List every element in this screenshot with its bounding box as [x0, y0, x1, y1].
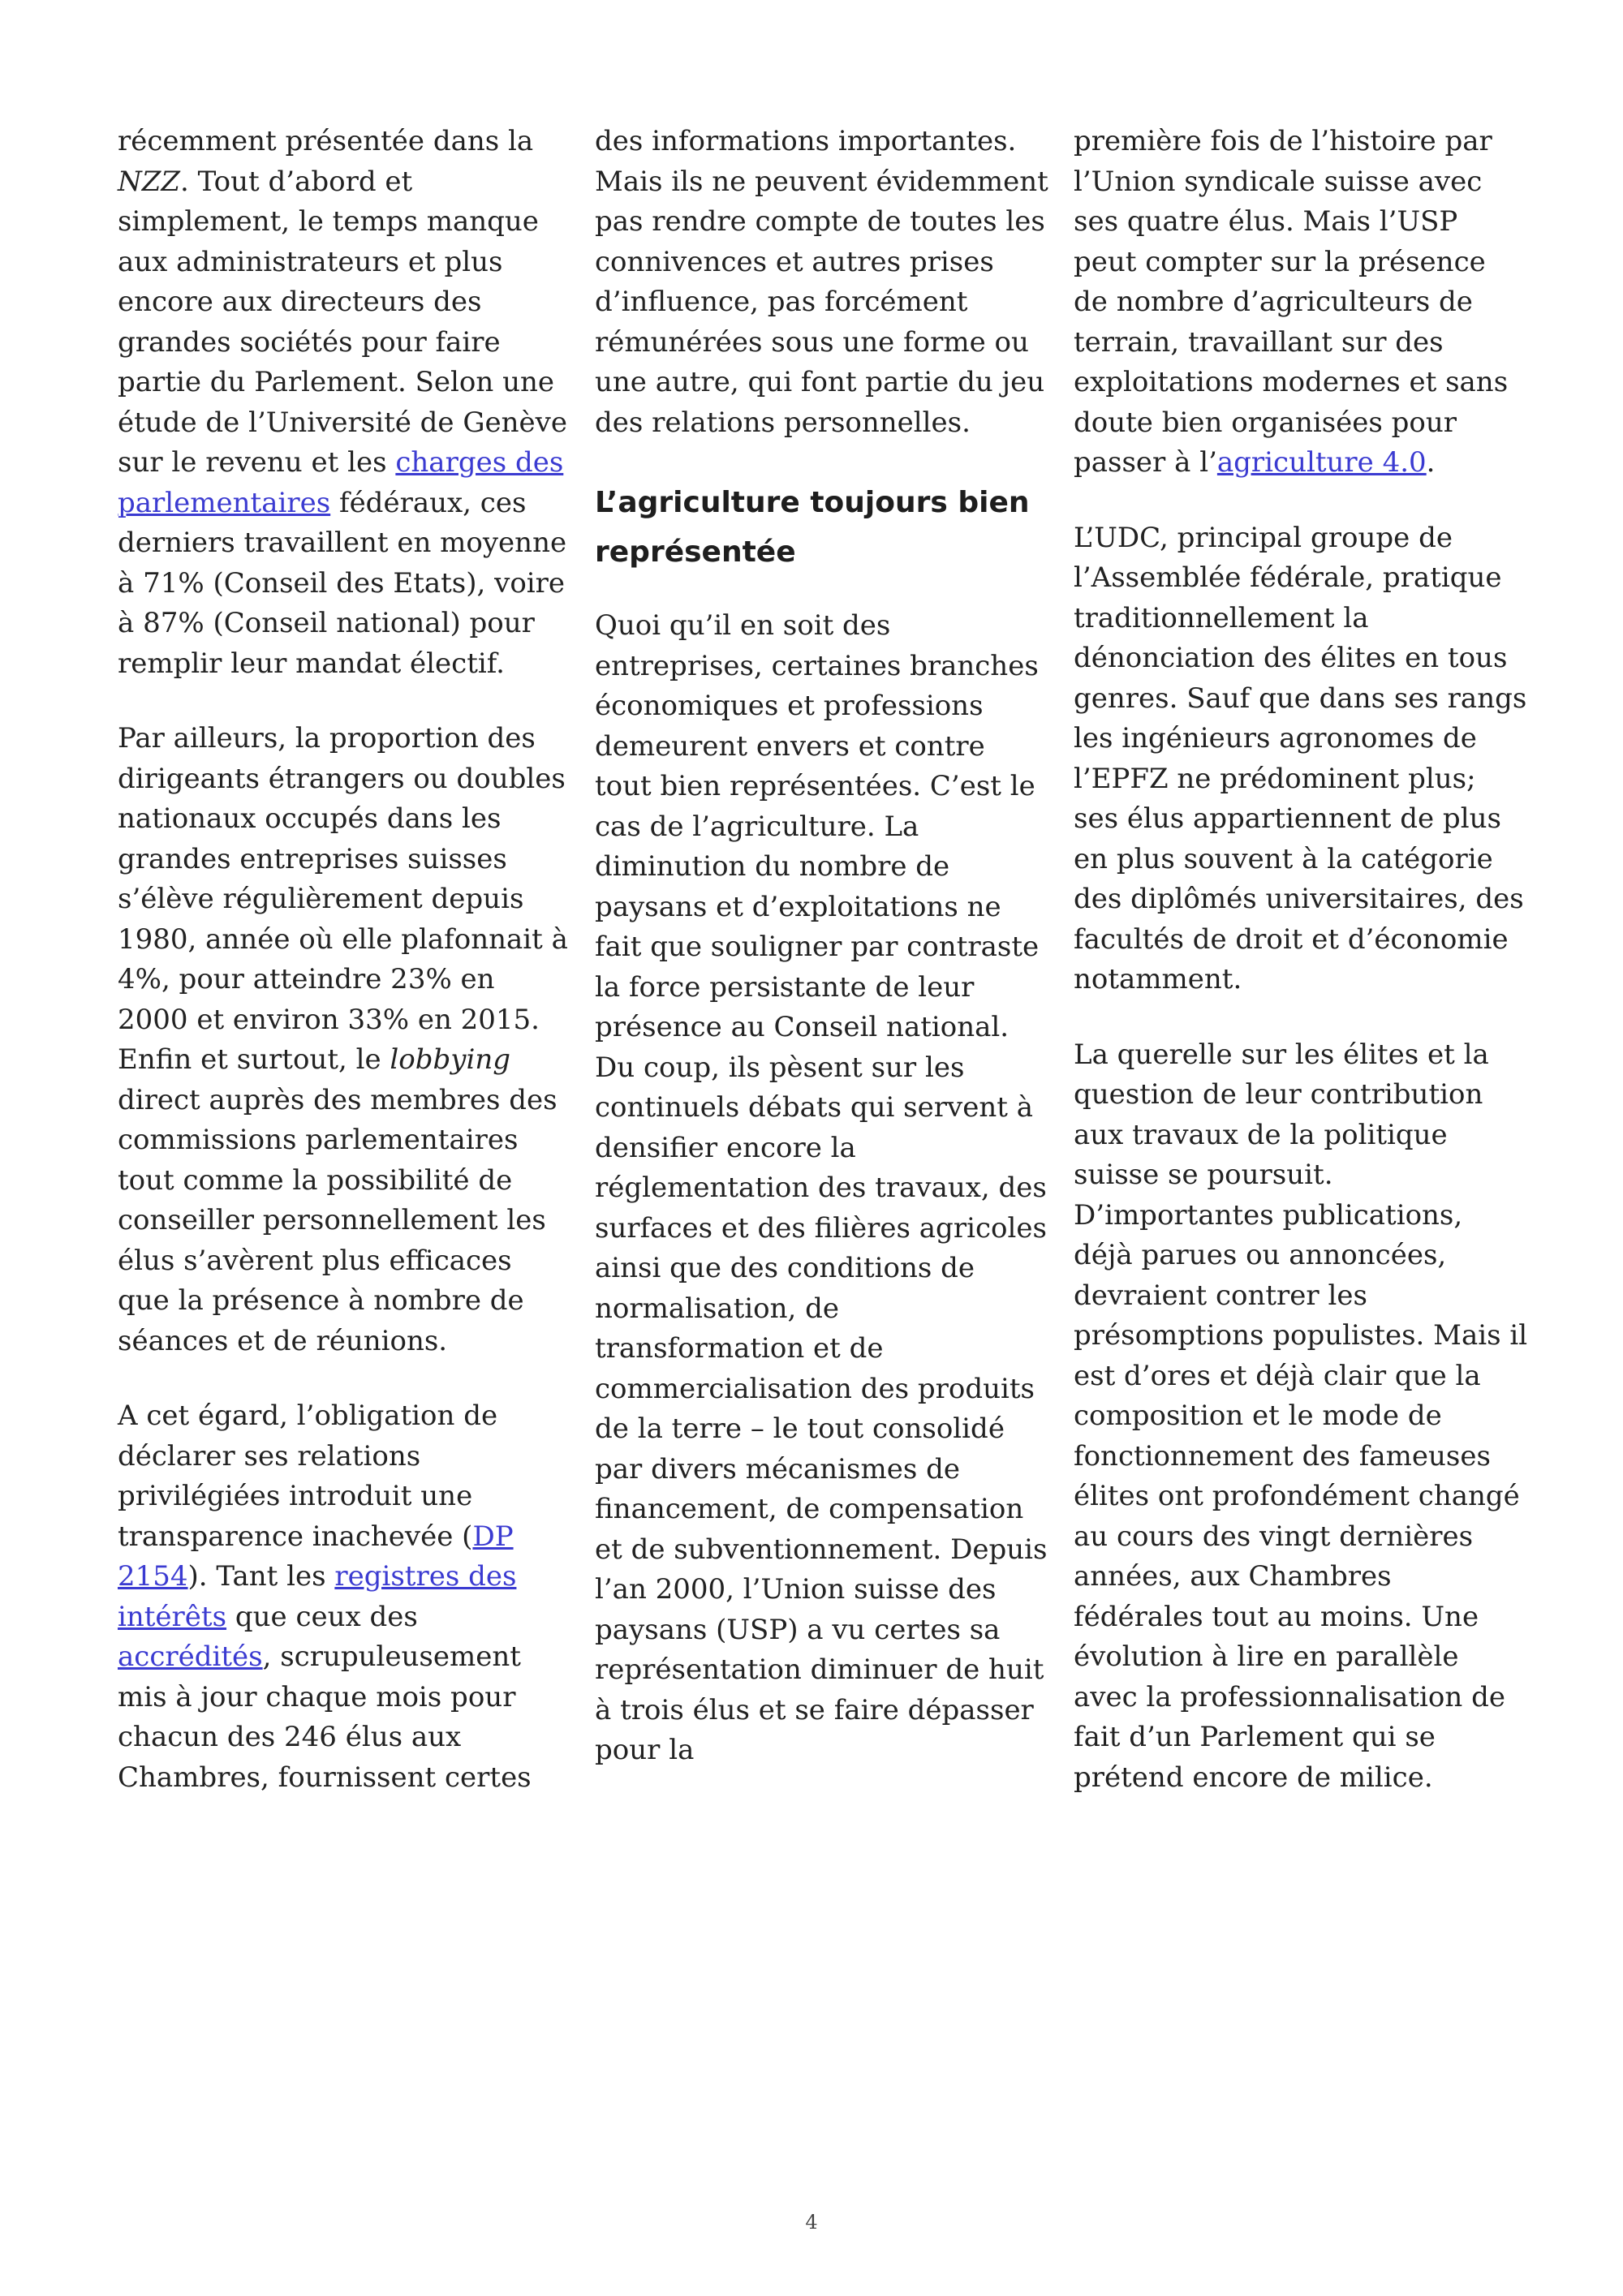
text: fédéraux, ces derniers travaillent en moyenne à 71% (Conseil des Etats), voire à 87% (Conseil national) pour remplir leur mandat électif. [118, 486, 567, 680]
text: que ceux des [226, 1600, 418, 1633]
text: , scrupuleusement mis à jour chaque mois pour chacun des 246 élus aux Chambres, fournissent certes [118, 1640, 532, 1794]
paragraph-3 [118, 1396, 572, 1798]
text: . [1426, 446, 1436, 479]
paragraph-7: L’UDC, principal groupe de l’Assemblée fédérale, pratique traditionnellement la dénonciation des élites en tous genres. Sauf que dans ses rangs les ingénieurs agronomes de l’EPFZ ne prédominent plus; ses élus appartiennent de plus en plus souvent à la catégorie des diplômés universitaires, des facultés de droit et d’économie notamment. [1074, 521, 1527, 995]
text: . Tout d’abord et simplement, le temps manque aux administrateurs et plus encore aux directeurs des grandes sociétés pour faire partie du Parlement. Selon une étude de l’Université de Genève sur le revenu et les [118, 165, 567, 479]
text: première fois de l’histoire par l’Union syndicale suisse avec ses quatre élus. Mais l’USP peut compter sur la présence de nombre d’agriculteurs de terrain, travaillant sur des exploitations modernes et sans doute bien organisées pour passer à l’ [1074, 125, 1509, 479]
text: A cet égard, l’obligation de déclarer ses relations privilégiées introduit une transparence inachevée ( [118, 1400, 498, 1553]
section-heading: L’agriculture toujours bien représentée [595, 486, 1030, 569]
link-accredites[interactable]: accrédités [118, 1640, 263, 1673]
column-1 [118, 122, 572, 1798]
paragraph-5: Quoi qu’il en soit des entreprises, certaines branches économiques et professions demeurent envers et contre tout bien représentées. C’est le cas de l’agriculture. La diminution du nombre de paysans et d’exploitations ne fait que souligner par contraste la force persistante de leur présence au Conseil national. Du coup, ils pèsent sur les continuels débats qui servent à densifier encore la réglementation des travaux, des surfaces et des filières agricoles ainsi que des conditions de normalisation, de transformation et de commercialisation des produits de la terre – le tout consolidé par divers mécanismes de financement, de compensation et de subventionnement. Depuis l’an 2000, l’Union suisse des paysans (USP) a vu certes sa représentation diminuer de huit à trois élus et se faire dépasser pour la [595, 609, 1048, 1766]
link-agriculture-4-0[interactable]: agriculture 4.0 [1216, 446, 1427, 479]
text: ). Tant les [187, 1560, 335, 1593]
lobbying-emphasis: lobbying [390, 1043, 511, 1076]
nzz-emphasis: NZZ [118, 165, 180, 198]
link-charges-parlementaires[interactable]: charges des parlementaires [118, 446, 564, 519]
text: Par ailleurs, la proportion des dirigeants étrangers ou doubles nationaux occupés dans les grandes entreprises suisses s’élève régulièrement depuis 1980, année où elle plafonnait à 4%, pour atteindre 23% en 2000 et environ 33% en 2015. Enfin et surtout, le [118, 722, 568, 1076]
paragraph-6 [1074, 122, 1528, 484]
paragraph-8: La querelle sur les élites et la question de leur contribution aux travaux de la politique suisse se poursuit. D’importantes publications, déjà parues ou annoncées, devraient contrer les présomptions populistes. Mais il est d’ores et déjà clair que la composition et le mode de fonctionnement des fameuses élites ont profondément changé au cours des vingt dernières années, aux Chambres fédérales tout au moins. Une évolution à lire en parallèle avec la professionnalisation de fait d’un Parlement qui se prétend encore de milice. [1074, 1038, 1528, 1794]
paragraph-4: des informations importantes. Mais ils ne peuvent évidemment pas rendre compte de toutes les connivences et autres prises d’influence, pas forcément rémunérées sous une forme ou une autre, qui font partie du jeu des relations personnelles. [595, 125, 1048, 439]
text: direct auprès des membres des commissions parlementaires tout comme la possibilité de conseiller personnellement les élus s’avèrent plus efficaces que la présence à nombre de séances et de réunions. [118, 1083, 558, 1357]
link-registres-interets[interactable]: registres des intérêts [118, 1560, 517, 1633]
paragraph-1 [118, 122, 572, 684]
column-3 [1074, 122, 1528, 1798]
text: récemment présentée dans la [118, 125, 534, 157]
page-number: 4 [805, 2211, 818, 2234]
paragraph-2 [118, 719, 572, 1361]
link-dp-2154[interactable]: DP 2154 [118, 1520, 514, 1593]
column-2 [595, 122, 1049, 1771]
